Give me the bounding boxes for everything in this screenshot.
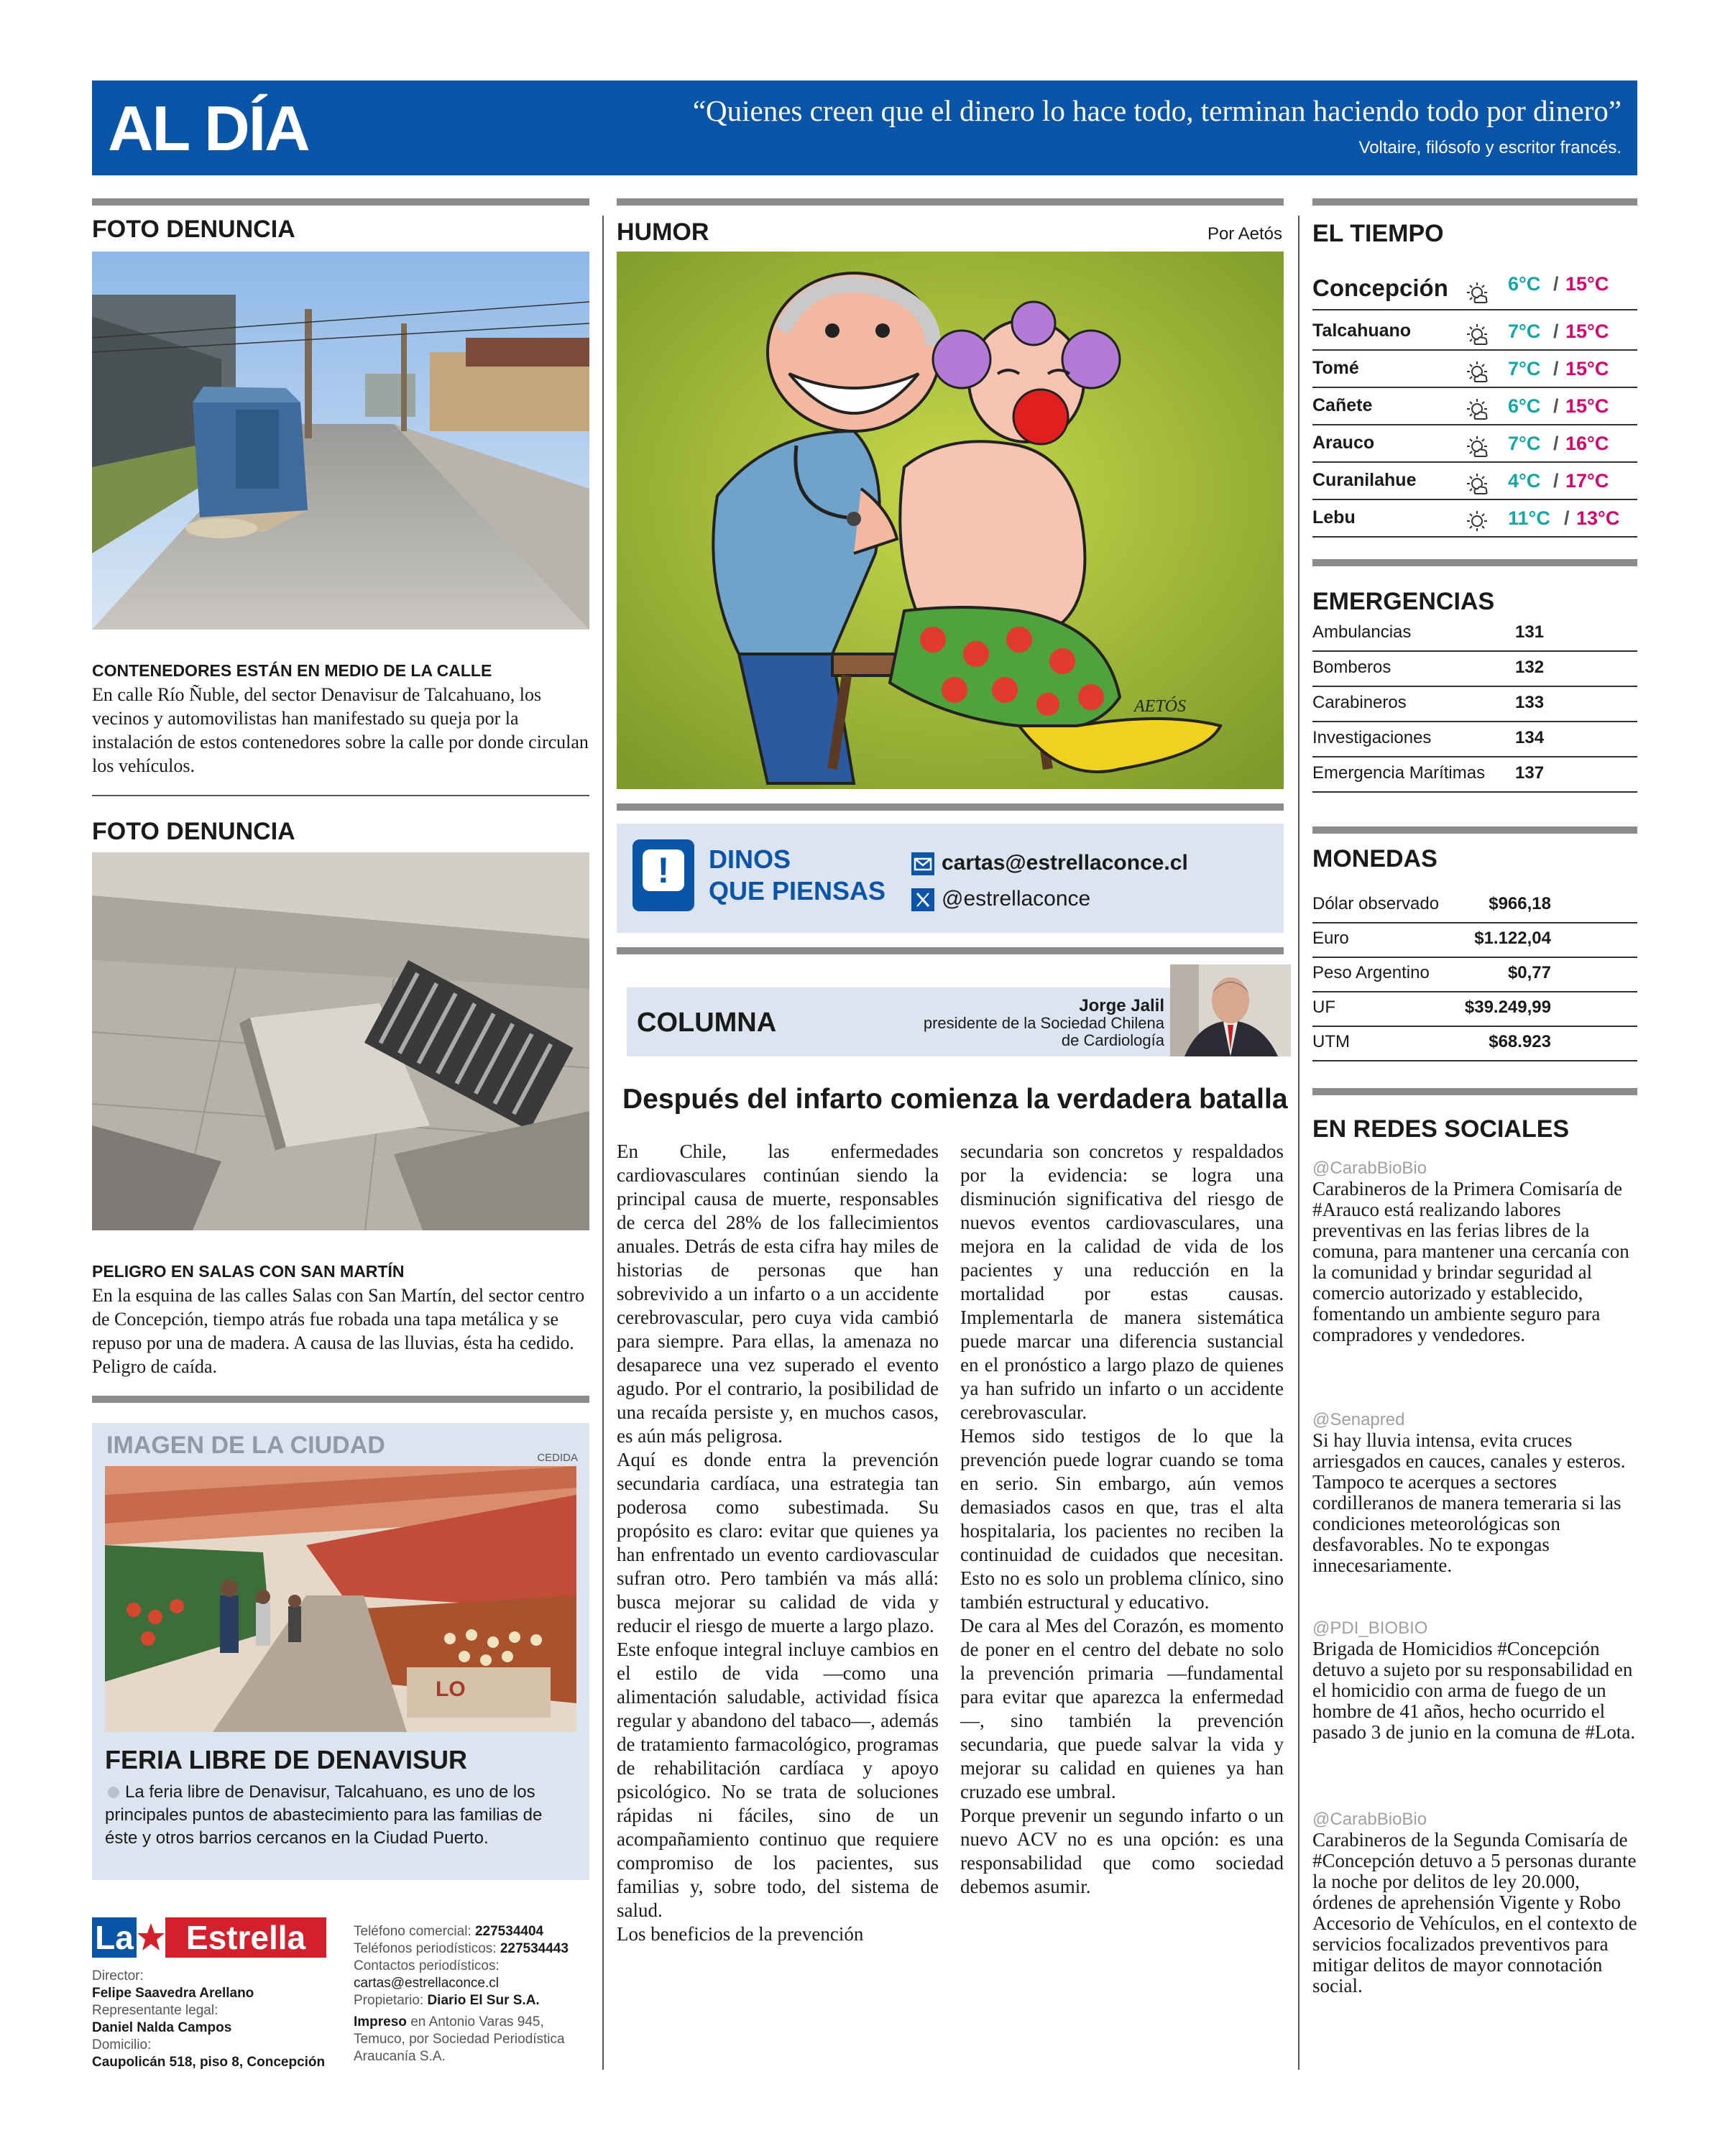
photo-broken-sidewalk xyxy=(92,852,589,1230)
weather-row xyxy=(1312,502,1637,538)
social-handle: @CarabBioBio xyxy=(1312,1158,1427,1178)
sun-cloud-icon xyxy=(1465,359,1491,385)
dom-label: Domicilio: xyxy=(92,2037,152,2053)
photo-containers-street xyxy=(92,252,589,630)
sun-cloud-icon xyxy=(1465,280,1491,306)
divider xyxy=(92,795,589,796)
moneda-row xyxy=(1312,888,1637,923)
moneda-name: UF xyxy=(1312,998,1335,1017)
emergencia-number[interactable]: 132 xyxy=(1515,658,1545,677)
sun-cloud-icon xyxy=(1465,434,1491,460)
moneda-value: $0,77 xyxy=(1507,963,1551,982)
emergencia-name: Investigaciones xyxy=(1312,728,1432,747)
weather-min: 7°C xyxy=(1508,433,1541,454)
columna-heading: COLUMNA xyxy=(637,1008,777,1038)
weather-row xyxy=(1312,352,1637,388)
author-portrait xyxy=(1170,964,1291,1056)
weather-separator: / xyxy=(1553,470,1559,492)
columna-title: Después del infarto comienza la verdadera batalla xyxy=(622,1084,1288,1115)
section-rule xyxy=(617,947,1284,954)
imagen-ciudad-caption: La feria libre de Denavisur, Talcahuano, es uno de los principales puntos de abastecimiento para las familias de éste y otros barrios cercanos en la Ciudad Puerto. xyxy=(105,1782,543,1848)
foto-denuncia-heading: FOTO DENUNCIA xyxy=(92,216,295,243)
monedas-heading: MONEDAS xyxy=(1312,845,1438,872)
weather-max: 17°C xyxy=(1565,470,1609,492)
emergencias-row xyxy=(1312,757,1637,793)
columna-header xyxy=(627,987,1291,1056)
emergencias-heading: EMERGENCIAS xyxy=(1312,588,1495,615)
weather-row xyxy=(1312,427,1637,463)
contact-email[interactable]: cartas@estrellaconce.cl xyxy=(354,1976,499,1991)
moneda-row xyxy=(1312,992,1637,1027)
humor-cartoon xyxy=(617,252,1284,789)
section-rule xyxy=(1312,826,1637,834)
photo-street-market xyxy=(105,1466,576,1732)
sun-cloud-icon xyxy=(1465,397,1491,423)
social-post: Carabineros de la Segunda Comisaría de #Concepción detuvo a 5 personas durante la noche por delitos de ley 20.000, órdenes de aprehensión Vigente y Robo Accesorio de Vehículos, en el contexto de servicios focalizados preventivos para mitigar delitos de mayor connotación social. xyxy=(1312,1829,1637,1996)
weather-min: 6°C xyxy=(1508,395,1541,417)
weather-separator: / xyxy=(1553,433,1559,454)
emergencias-row xyxy=(1312,652,1637,687)
weather-city: Curanilahue xyxy=(1312,470,1417,490)
weather-min: 7°C xyxy=(1508,358,1541,379)
weather-max: 13°C xyxy=(1576,507,1620,529)
owner-label: Propietario: xyxy=(354,1993,424,2008)
moneda-row xyxy=(1312,923,1637,958)
weather-row xyxy=(1312,464,1637,500)
imagen-ciudad-heading: IMAGEN DE LA CIUDAD xyxy=(106,1432,385,1459)
weather-max: 16°C xyxy=(1565,433,1609,454)
humor-heading: HUMOR xyxy=(617,218,709,246)
social-handle: @PDI_BIOBIO xyxy=(1312,1618,1428,1638)
redes-heading: EN REDES SOCIALES xyxy=(1312,1115,1570,1143)
section-rule xyxy=(1312,1088,1637,1095)
moneda-value: $39.249,99 xyxy=(1464,998,1551,1017)
weather-min: 4°C xyxy=(1508,470,1541,492)
weather-separator: / xyxy=(1553,273,1559,295)
logo-estrella: Estrella xyxy=(165,1917,326,1958)
columna-author-block xyxy=(924,998,1164,1049)
columna-paragraph: Aquí es donde entra la prevención secundaria cardíaca, una estrategia tan poderosa como subestimada. Su propósito es claro: evitar que quienes ya han enfrentado un evento cardiovascular sufran otro. Pero también va más allá: busca mejorar su calidad de vida y reducir el riesgo de muerte a largo plazo. xyxy=(617,1449,939,1636)
foto-denuncia-heading: FOTO DENUNCIA xyxy=(92,818,295,845)
columna-paragraph: Porque prevenir un segundo infarto o un nuevo ACV no es una opción: es una responsabilidad que como sociedad debemos asumir. xyxy=(960,1805,1284,1897)
emergencia-name: Carabineros xyxy=(1312,693,1407,712)
photo-caption: En calle Río Ñuble, del sector Denavisur de Talcahuano, los vecinos y automovilistas han manifestado su queja por la instalación de estos contenedores sobre la calle por donde circulan los vehículos. xyxy=(92,684,589,776)
emergencia-name: Emergencia Marítimas xyxy=(1312,763,1486,783)
x-logo-icon xyxy=(911,888,934,911)
moneda-row xyxy=(1312,1026,1637,1061)
moneda-value: $68.923 xyxy=(1489,1032,1551,1051)
moneda-name: Euro xyxy=(1312,929,1349,948)
moneda-value: $1.122,04 xyxy=(1474,929,1551,948)
dom-address: Caupolicán 518, piso 8, Concepción xyxy=(92,2055,326,2070)
weather-min: 6°C xyxy=(1508,273,1541,295)
dinos-title-1: DINOS xyxy=(709,844,791,874)
columna-body-col2 xyxy=(960,1140,1284,1899)
moneda-name: Dólar observado xyxy=(1312,894,1440,913)
dinos-email[interactable]: cartas@estrellaconce.cl xyxy=(942,851,1188,875)
columna-paragraph: Los beneficios de la prevención xyxy=(617,1923,864,1945)
sun-icon xyxy=(1465,509,1491,535)
photo-headline: CONTENEDORES ESTÁN EN MEDIO DE LA CALLE xyxy=(92,661,492,680)
weather-row xyxy=(1312,267,1637,310)
cartoon-signature: AETÓS xyxy=(1134,697,1186,716)
columna-paragraph: Hemos sido testigos de lo que la prevención puede lograr cuando se toma en serio. Sin embargo, aún vemos demasiados casos en que, tras el alta hospitalaria, los pacientes no reciben la continuidad de cuidados que necesitan. Esto no es solo un problema clínico, sino también estructural y educativo. xyxy=(960,1425,1284,1613)
emergencias-row xyxy=(1312,722,1637,757)
moneda-name: UTM xyxy=(1312,1032,1350,1051)
emergencias-row xyxy=(1312,687,1637,722)
photo-credit: CEDIDA xyxy=(537,1452,578,1464)
weather-separator: / xyxy=(1553,358,1559,379)
dinos-que-piensas-box xyxy=(617,824,1284,933)
print-label: Impreso xyxy=(354,2014,407,2030)
column-divider xyxy=(1298,216,1300,2070)
social-post: Brigada de Homicidios #Concepción detuvo a sujeto por su responsabilidad en el homicidio con arma de fuego de un hombre de 41 años, hecho ocurrido el pasado 3 de junio en la comuna de #Lota. xyxy=(1312,1638,1636,1743)
el-tiempo-heading: EL TIEMPO xyxy=(1312,220,1444,247)
emergencia-number[interactable]: 137 xyxy=(1515,763,1545,783)
quote-author: Voltaire, filósofo y escritor francés. xyxy=(1358,138,1622,157)
contact-label: Contactos periodísticos: xyxy=(354,1958,500,1973)
weather-separator: / xyxy=(1564,507,1570,529)
columna-role-2: de Cardiología xyxy=(1061,1031,1164,1049)
rep-label: Representante legal: xyxy=(92,2003,218,2018)
weather-city: Talcahuano xyxy=(1312,321,1412,341)
footer-contacts xyxy=(354,1923,591,2065)
director-label: Director: xyxy=(92,1968,144,1984)
columna-paragraph: De cara al Mes del Corazón, es momento de poner en el centro del debate no solo la prevención primaria —fundamental para evitar que aparezca la enfermedad—, sino también la prevención secundaria, que puede salvar la vida y mejorar su calidad en quienes ya han cruzado ese umbral. xyxy=(960,1615,1284,1802)
alert-bubble-icon: ! xyxy=(632,839,694,911)
social-post: Carabineros de la Primera Comisaría de #Arauco está realizando labores preventivas en las ferias libres de la comuna, para mantener una cercanía con la comunidad y brindar seguridad al comercio autorizado y establecido, fomentando un ambiente seguro para compradores y vendedores. xyxy=(1312,1178,1629,1345)
tel-com-label: Teléfono comercial: xyxy=(354,1924,472,1939)
weather-city: Lebu xyxy=(1312,507,1356,528)
weather-separator: / xyxy=(1553,395,1559,417)
emergencias-row xyxy=(1312,617,1637,652)
masthead-banner xyxy=(92,80,1637,175)
weather-city: Cañete xyxy=(1312,395,1373,415)
logo-la: La xyxy=(92,1917,137,1958)
emergencia-number[interactable]: 134 xyxy=(1515,728,1545,747)
print-text: en Antonio Varas 945, Temuco, por Sociedad Periodística Araucanía S.A. xyxy=(354,2014,565,2064)
section-title: AL DÍA xyxy=(108,93,309,164)
weather-separator: / xyxy=(1553,321,1559,342)
moneda-name: Peso Argentino xyxy=(1312,963,1430,982)
director-name: Felipe Saavedra Arellano xyxy=(92,1986,254,2001)
tel-per: 227534443 xyxy=(500,1941,569,1956)
section-rule xyxy=(92,1396,589,1403)
weather-row xyxy=(1312,315,1637,351)
columna-author: Jorge Jalil xyxy=(1079,996,1164,1015)
moneda-row xyxy=(1312,957,1637,992)
footer-staff xyxy=(92,1968,336,2071)
columna-paragraph: secundaria son concretos y respaldados por la evidencia: se logra una disminución significativa del riesgo de nuevos eventos cardiovasculares, una mejora en la calidad de vida de los pacientes y una reducción en la mortalidad por estas causas. Implementarla de manera sistemática puede marcar una diferencia sustancial en el pronóstico a largo plazo de quienes ya han sufrido un infarto o un accidente cerebrovascular. xyxy=(960,1141,1284,1423)
section-rule xyxy=(92,198,589,206)
imagen-ciudad-headline: FERIA LIBRE DE DENAVISUR xyxy=(105,1745,468,1774)
weather-city: Arauco xyxy=(1312,433,1375,453)
emergencia-name: Bomberos xyxy=(1312,658,1392,677)
emergencia-name: Ambulancias xyxy=(1312,622,1412,642)
tel-per-label: Teléfonos periodísticos: xyxy=(354,1941,497,1956)
photo-headline: PELIGRO EN SALAS CON SAN MARTÍN xyxy=(92,1262,405,1281)
columna-body-col1 xyxy=(617,1140,939,1946)
section-rule xyxy=(617,198,1284,206)
sun-cloud-icon xyxy=(1465,471,1491,497)
rep-name: Daniel Nalda Campos xyxy=(92,2020,232,2035)
column-divider xyxy=(602,216,604,2070)
svg-text:LO: LO xyxy=(436,1677,466,1701)
weather-city: Concepción xyxy=(1312,275,1448,301)
moneda-value: $966,18 xyxy=(1489,894,1551,913)
section-rule xyxy=(1312,198,1637,206)
section-rule xyxy=(617,803,1284,811)
weather-max: 15°C xyxy=(1565,358,1609,379)
header-quote: “Quienes creen que el dinero lo hace todo, terminan haciendo todo por dinero” xyxy=(692,94,1622,127)
weather-row xyxy=(1312,390,1637,425)
imagen-ciudad-box xyxy=(92,1423,589,1880)
weather-min: 7°C xyxy=(1508,321,1541,342)
la-estrella-logo xyxy=(92,1917,326,1958)
weather-max: 15°C xyxy=(1565,321,1609,342)
photo-caption: En la esquina de las calles Salas con San Martín, del sector centro de Concepción, tiempo atrás fue robada una tapa metálica y se repuso por una de madera. A causa de las lluvias, ésta ha cedido. Peligro de caída. xyxy=(92,1285,585,1377)
section-rule xyxy=(1312,559,1637,566)
email-icon xyxy=(911,852,934,875)
owner: Diario El Sur S.A. xyxy=(427,1993,540,2008)
columna-paragraph: En Chile, las enfermedades cardiovasculares continúan siendo la principal causa de muerte, responsables de cerca del 28% de los fallecimientos anuales. Detrás de esta cifra hay miles de historias de personas que han sobrevivido a un infarto o a un accidente cerebrovascular, pero cuya vida cambió para siempre. Para ellas, la amenaza no desaparece una vez superado el evento agudo. Por el contrario, la posibilidad de una recaída persiste y, en muchos casos, es aún más peligrosa. xyxy=(617,1141,939,1447)
humor-author: Por Aetós xyxy=(1207,224,1282,244)
dinos-title-2: QUE PIENSAS xyxy=(709,876,886,906)
weather-city: Tomé xyxy=(1312,358,1359,378)
columna-paragraph: Este enfoque integral incluye cambios en el estilo de vida —como una alimentación saludable, actividad física regular y abandono del tabaco—, además de tratamiento farmacológico, programas de rehabilitación cardíaca y apoyo psicológico. No se trata de soluciones rápidas ni fáciles, sino de un acompañamiento continuo que requiere compromiso de los pacientes, sus familias y, sobre todo, del sistema de salud. xyxy=(617,1639,939,1921)
weather-max: 15°C xyxy=(1565,395,1609,417)
emergencia-number[interactable]: 131 xyxy=(1515,622,1545,642)
social-handle: @Senapred xyxy=(1312,1410,1405,1429)
dinos-title xyxy=(709,844,886,907)
columna-role-1: presidente de la Sociedad Chilena xyxy=(923,1014,1164,1032)
social-handle: @CarabBioBio xyxy=(1312,1810,1427,1829)
tel-com: 227534404 xyxy=(474,1924,544,1939)
emergencia-number[interactable]: 133 xyxy=(1515,693,1545,712)
dinos-social-handle[interactable]: @estrellaconce xyxy=(942,887,1091,911)
star-icon xyxy=(137,1917,165,1958)
social-post: Si hay lluvia intensa, evita cruces arriesgados en cauces, canales y esteros. Tampoco te acerques a sectores cordilleranos de manera temeraria si las condiciones meteorológicas son desfavorables. No te expongas innecesariamente. xyxy=(1312,1429,1626,1576)
weather-min: 11°C xyxy=(1508,507,1550,529)
sun-cloud-icon xyxy=(1465,322,1491,348)
weather-max: 15°C xyxy=(1565,273,1609,295)
